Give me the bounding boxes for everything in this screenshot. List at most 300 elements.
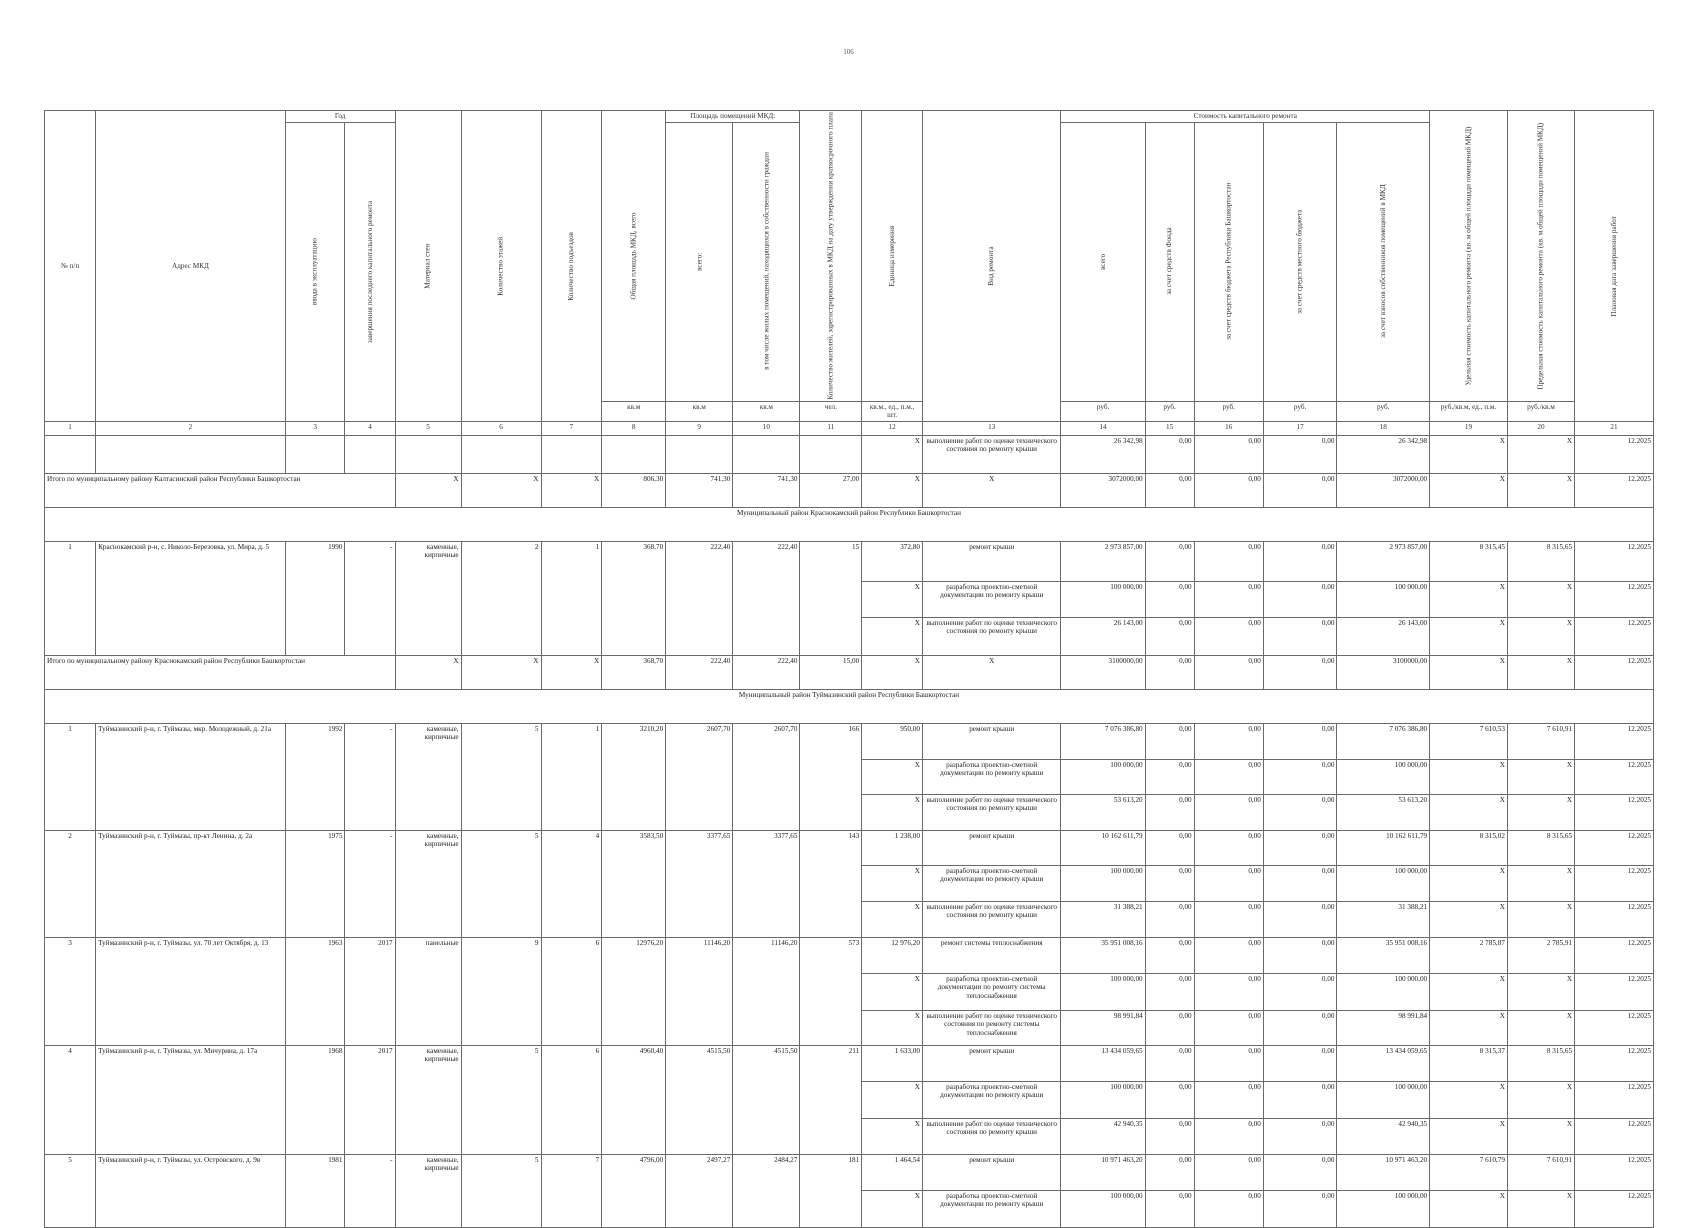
- cell-local: 0,00: [1263, 541, 1337, 581]
- cell-republic: 0,00: [1194, 1045, 1263, 1081]
- unit-20: руб./кв.м: [1507, 401, 1574, 421]
- cell-date: 12.2025: [1575, 541, 1654, 581]
- cell-owners: 98 991,84: [1337, 1010, 1430, 1045]
- cell-fund: 0,00: [1145, 794, 1194, 830]
- unit-12: кв.м., ед., п.м., шт.: [862, 401, 923, 421]
- cell-local: 0,00: [1263, 830, 1337, 865]
- hdr-premises-residential: в том числе жилых помещений, находящихся в собственности граждан: [733, 122, 800, 401]
- section-title: Муниципальный район Краснокамский район Республики Башкортостан: [45, 507, 1654, 541]
- cell-fund: 0,00: [1145, 1190, 1194, 1227]
- cell-x: X: [862, 617, 923, 655]
- cell-x: X: [461, 655, 541, 689]
- cell-work: разработка проектно-сметной документации по ремонту крыши: [922, 1081, 1061, 1118]
- cell-x: X: [862, 1118, 923, 1154]
- cell-owners: 100 000,00: [1337, 759, 1430, 794]
- cell-year: 1963: [285, 937, 345, 1045]
- cell-fund: 0,00: [1145, 435, 1194, 473]
- cell-num: 1: [45, 723, 96, 830]
- hdr-repair-type: Вид ремонта: [922, 111, 1061, 422]
- col-num: 6: [461, 421, 541, 435]
- cell-spec: X: [1430, 1081, 1508, 1118]
- cell-work: разработка проектно-сметной документации по ремонту крыши: [922, 1190, 1061, 1227]
- col-num: 4: [345, 421, 395, 435]
- cell-work: разработка проектно-сметной документации по ремонту крыши: [922, 865, 1061, 901]
- cell-work: выполнение работ по оценке технического состояния по ремонту системы теплоснабжения: [922, 1010, 1061, 1045]
- cell-res: 741,30: [733, 473, 800, 507]
- table-row: [45, 1045, 1654, 1081]
- cell-republic: 0,00: [1194, 794, 1263, 830]
- cell-owners: 100 000,00: [1337, 973, 1430, 1010]
- cell-republic: 0,00: [1194, 1154, 1263, 1190]
- cell-local: 0,00: [1263, 1118, 1337, 1154]
- unit-8: кв.м: [602, 401, 666, 421]
- cell-material: каменные, кирпичные: [395, 723, 461, 830]
- cell-date: 12.2025: [1575, 865, 1654, 901]
- cell-local: 0,00: [1263, 794, 1337, 830]
- cell-cost: 3100000,00: [1061, 655, 1145, 689]
- hdr-cost-local: за счет средств местного бюджета: [1263, 122, 1337, 401]
- unit-17: руб.: [1263, 401, 1337, 421]
- cell-owners: 26 342,98: [1337, 435, 1430, 473]
- cell-spec: X: [1430, 473, 1508, 507]
- cell-cost: 31 388,21: [1061, 901, 1145, 937]
- cell-cost: 98 991,84: [1061, 1010, 1145, 1045]
- cell-owners: 7 076 386,80: [1337, 723, 1430, 759]
- col-num: 13: [922, 421, 1061, 435]
- cell-year: 1981: [285, 1154, 345, 1227]
- col-num: 12: [862, 421, 923, 435]
- col-num: 20: [1507, 421, 1574, 435]
- cell-prem: 222,40: [666, 655, 733, 689]
- cell-fund: 0,00: [1145, 617, 1194, 655]
- cell-max: X: [1507, 1081, 1574, 1118]
- cell-area: 368,70: [602, 655, 666, 689]
- section-title: Муниципальный район Туймазинский район Республики Башкортостан: [45, 689, 1654, 723]
- cell-work: выполнение работ по оценке технического состояния по ремонту крыши: [922, 435, 1061, 473]
- cell-max: 8 315,65: [1507, 830, 1574, 865]
- cell-owners: 3072000,00: [1337, 473, 1430, 507]
- cell-owners: 100 000,00: [1337, 865, 1430, 901]
- cell-x: X: [922, 473, 1061, 507]
- cell-prem: 2607,70: [666, 723, 733, 830]
- cell-cost: 100 000,00: [1061, 865, 1145, 901]
- cell-max: X: [1507, 1118, 1574, 1154]
- cell-cost: 26 143,00: [1061, 617, 1145, 655]
- cell-cost: 10 162 611,79: [1061, 830, 1145, 865]
- table-row: [45, 723, 1654, 759]
- cell-spec: X: [1430, 1010, 1508, 1045]
- cell-max: X: [1507, 655, 1574, 689]
- cell-local: 0,00: [1263, 1081, 1337, 1118]
- cell-qty: 1 633,00: [862, 1045, 923, 1081]
- cell-local: 0,00: [1263, 1045, 1337, 1081]
- cell-fund: 0,00: [1145, 865, 1194, 901]
- cell-owners: 10 162 611,79: [1337, 830, 1430, 865]
- cell-prem: 3377,65: [666, 830, 733, 937]
- hdr-cost-total: всего: [1061, 122, 1145, 401]
- col-num: 7: [541, 421, 602, 435]
- cell-max: X: [1507, 865, 1574, 901]
- hdr-unit: Единица измерения: [862, 111, 923, 402]
- cell-owners: 100 000,00: [1337, 581, 1430, 617]
- cell-last-repair: -: [345, 830, 395, 937]
- cell-qty: 1 238,00: [862, 830, 923, 865]
- cell-entrances: 1: [541, 541, 602, 655]
- cell-num: 4: [45, 1045, 96, 1154]
- cell-year: 1990: [285, 541, 345, 655]
- cell-fund: 0,00: [1145, 1118, 1194, 1154]
- cell-num: 5: [45, 1154, 96, 1227]
- cell-owners: 10 971 463,20: [1337, 1154, 1430, 1190]
- cell-spec: 8 315,02: [1430, 830, 1508, 865]
- cell-date: 12.2025: [1575, 1154, 1654, 1190]
- cell-material: каменные, кирпичные: [395, 541, 461, 655]
- hdr-cost: Стоимость капитального ремонта: [1061, 111, 1430, 123]
- col-num: 17: [1263, 421, 1337, 435]
- cell-max: X: [1507, 617, 1574, 655]
- cell-max: 7 610,91: [1507, 723, 1574, 759]
- cell-owners: 100 000,00: [1337, 1081, 1430, 1118]
- cell-people: 15,00: [800, 655, 862, 689]
- cell-max: X: [1507, 435, 1574, 473]
- cell-republic: 0,00: [1194, 1010, 1263, 1045]
- unit-19: руб./кв.м, ед., п.м.: [1430, 401, 1508, 421]
- cell-local: 0,00: [1263, 759, 1337, 794]
- cell-x: X: [541, 655, 602, 689]
- cell-address: Туймазинский р-н, г. Туймазы, пр-кт Ленина, д. 2а: [96, 830, 286, 937]
- col-num: 11: [800, 421, 862, 435]
- col-num: 14: [1061, 421, 1145, 435]
- cell-spec: X: [1430, 1190, 1508, 1227]
- cell-last-repair: 2017: [345, 937, 395, 1045]
- cell-spec: X: [1430, 1118, 1508, 1154]
- cell-entrances: 7: [541, 1154, 602, 1227]
- unit-18: руб.: [1337, 401, 1430, 421]
- cell-area: 368,70: [602, 541, 666, 655]
- cell-cost: 2 973 857,00: [1061, 541, 1145, 581]
- cell-date: 12.2025: [1575, 1190, 1654, 1227]
- cell-spec: 7 610,79: [1430, 1154, 1508, 1190]
- cell-cost: 13 434 059,65: [1061, 1045, 1145, 1081]
- total-label: Итого по муниципальному району Калтасинский район Республики Башкортостан: [45, 473, 396, 507]
- cell-work: ремонт крыши: [922, 541, 1061, 581]
- hdr-num: № п/п: [45, 111, 96, 422]
- col-num: 19: [1430, 421, 1508, 435]
- cell-qty: 12 976,20: [862, 937, 923, 973]
- hdr-max-cost: Предельная стоимость капитального ремонта (кв. м общей площади помещений МКД): [1507, 111, 1574, 402]
- cell-last-repair: 2017: [345, 1045, 395, 1154]
- cell-local: 0,00: [1263, 1190, 1337, 1227]
- hdr-premises: Площадь помещений МКД:: [666, 111, 800, 123]
- cell-republic: 0,00: [1194, 723, 1263, 759]
- cell-work: ремонт крыши: [922, 723, 1061, 759]
- table-row: [45, 937, 1654, 973]
- section-header: [45, 507, 1654, 541]
- total-row: [45, 655, 1654, 689]
- cell-x: X: [862, 794, 923, 830]
- cell-cost: 100 000,00: [1061, 1081, 1145, 1118]
- cell-floors: 5: [461, 830, 541, 937]
- cell-local: 0,00: [1263, 973, 1337, 1010]
- hdr-year-last-repair: завершения последнего капитального ремонта: [345, 122, 395, 421]
- col-num: 3: [285, 421, 345, 435]
- hdr-cost-fund: за счет средств Фонда: [1145, 122, 1194, 401]
- cell-prem: 2497,27: [666, 1154, 733, 1227]
- cell-material: панельные: [395, 937, 461, 1045]
- cell-republic: 0,00: [1194, 1081, 1263, 1118]
- cell-republic: 0,00: [1194, 617, 1263, 655]
- cell-spec: 2 785,87: [1430, 937, 1508, 973]
- cell-republic: 0,00: [1194, 473, 1263, 507]
- cell-date: 12.2025: [1575, 937, 1654, 973]
- hdr-floors: Количество этажей: [461, 111, 541, 422]
- cell-republic: 0,00: [1194, 973, 1263, 1010]
- hdr-residents: Количество жителей, зарегистрированных в МКД на дату утверждения краткосрочного плана: [800, 111, 862, 402]
- hdr-cost-republic: за счет средств бюджета Республики Башкортостан: [1194, 122, 1263, 401]
- cell-owners: 31 388,21: [1337, 901, 1430, 937]
- cell-spec: 8 315,37: [1430, 1045, 1508, 1081]
- cell-material: каменные, кирпичные: [395, 1154, 461, 1227]
- cell-fund: 0,00: [1145, 937, 1194, 973]
- cell-x: X: [862, 901, 923, 937]
- cell-local: 0,00: [1263, 1154, 1337, 1190]
- cell-republic: 0,00: [1194, 541, 1263, 581]
- cell-work: разработка проектно-сметной документации по ремонту системы теплоснабжения: [922, 973, 1061, 1010]
- cell-year: 1968: [285, 1045, 345, 1154]
- cell-work: выполнение работ по оценке технического состояния по ремонту крыши: [922, 1118, 1061, 1154]
- cell-floors: 5: [461, 1154, 541, 1227]
- cell-fund: 0,00: [1145, 1154, 1194, 1190]
- cell-x: X: [862, 1190, 923, 1227]
- cell-last-repair: -: [345, 541, 395, 655]
- cell-x: X: [541, 473, 602, 507]
- cell-spec: X: [1430, 865, 1508, 901]
- cell-fund: 0,00: [1145, 759, 1194, 794]
- cell-prem: 11146,20: [666, 937, 733, 1045]
- cell-spec: X: [1430, 435, 1508, 473]
- cell-entrances: 1: [541, 723, 602, 830]
- page-number: 106: [843, 48, 854, 56]
- cell-fund: 0,00: [1145, 655, 1194, 689]
- cell-x: X: [862, 865, 923, 901]
- unit-9: кв.м: [666, 401, 733, 421]
- cell-x: X: [862, 759, 923, 794]
- cell-x: X: [395, 655, 461, 689]
- col-num: 15: [1145, 421, 1194, 435]
- hdr-year: Год: [285, 111, 395, 123]
- cell-fund: 0,00: [1145, 901, 1194, 937]
- cell-address: Туймазинский р-н, г. Туймазы, мкр. Молодежный, д. 21а: [96, 723, 286, 830]
- cell-max: X: [1507, 581, 1574, 617]
- cell-max: X: [1507, 1010, 1574, 1045]
- cell-entrances: 6: [541, 1045, 602, 1154]
- cell-republic: 0,00: [1194, 901, 1263, 937]
- cell-area: 3210,20: [602, 723, 666, 830]
- cell-work: ремонт крыши: [922, 830, 1061, 865]
- cell-cost: 100 000,00: [1061, 581, 1145, 617]
- cell-num: 1: [45, 541, 96, 655]
- cell-work: ремонт системы теплоснабжения: [922, 937, 1061, 973]
- cell-owners: 42 940,35: [1337, 1118, 1430, 1154]
- cell-year: 1975: [285, 830, 345, 937]
- cell-x: X: [862, 435, 923, 473]
- cell-work: разработка проектно-сметной документации по ремонту крыши: [922, 581, 1061, 617]
- unit-11: чел.: [800, 401, 862, 421]
- cell-year: 1992: [285, 723, 345, 830]
- cell-people: 211: [800, 1045, 862, 1154]
- hdr-premises-total: всего:: [666, 122, 733, 401]
- hdr-cost-owners: за счет взносов собственников помещений в МКД: [1337, 122, 1430, 401]
- cell-res: 222,40: [733, 655, 800, 689]
- cell-res: 2484,27: [733, 1154, 800, 1227]
- cell-spec: X: [1430, 901, 1508, 937]
- cell-x: X: [395, 473, 461, 507]
- cell-work: выполнение работ по оценке технического состояния по ремонту крыши: [922, 617, 1061, 655]
- cell-num: 2: [45, 830, 96, 937]
- hdr-total-area: Общая площадь МКД, всего: [602, 111, 666, 402]
- col-num: 21: [1575, 421, 1654, 435]
- cell-area: 12976,20: [602, 937, 666, 1045]
- cell-date: 12.2025: [1575, 794, 1654, 830]
- cell-cost: 100 000,00: [1061, 759, 1145, 794]
- cell-x: X: [862, 1010, 923, 1045]
- cell-local: 0,00: [1263, 865, 1337, 901]
- cell-fund: 0,00: [1145, 473, 1194, 507]
- section-header: [45, 689, 1654, 723]
- cell-fund: 0,00: [1145, 581, 1194, 617]
- cell-max: 8 315,65: [1507, 1045, 1574, 1081]
- cell-local: 0,00: [1263, 473, 1337, 507]
- cell-local: 0,00: [1263, 581, 1337, 617]
- cell-republic: 0,00: [1194, 759, 1263, 794]
- cell-prem: 741,30: [666, 473, 733, 507]
- unit-14: руб.: [1061, 401, 1145, 421]
- cell-fund: 0,00: [1145, 973, 1194, 1010]
- column-numbers-row: [45, 421, 1654, 435]
- cell-material: каменные, кирпичные: [395, 1045, 461, 1154]
- total-row: [45, 473, 1654, 507]
- cell-area: 806,30: [602, 473, 666, 507]
- cell-cost: 10 971 463,20: [1061, 1154, 1145, 1190]
- cell-date: 12.2025: [1575, 1010, 1654, 1045]
- col-num: 10: [733, 421, 800, 435]
- cell-floors: 5: [461, 723, 541, 830]
- col-num: 8: [602, 421, 666, 435]
- cell-people: 181: [800, 1154, 862, 1227]
- cell-republic: 0,00: [1194, 937, 1263, 973]
- cell-date: 12.2025: [1575, 473, 1654, 507]
- cell-date: 12.2025: [1575, 901, 1654, 937]
- cell-x: X: [922, 655, 1061, 689]
- cell-spec: X: [1430, 617, 1508, 655]
- table-row: [45, 541, 1654, 581]
- hdr-entrances: Количество подъездов: [541, 111, 602, 422]
- cell-num: 3: [45, 937, 96, 1045]
- cell-spec: X: [1430, 794, 1508, 830]
- cell-work: выполнение работ по оценке технического состояния по ремонту крыши: [922, 794, 1061, 830]
- col-num: 1: [45, 421, 96, 435]
- hdr-address: Адрес МКД: [96, 111, 286, 422]
- cell-max: X: [1507, 794, 1574, 830]
- cell-qty: 1 464,54: [862, 1154, 923, 1190]
- cell-date: 12.2025: [1575, 655, 1654, 689]
- cell-owners: 3100000,00: [1337, 655, 1430, 689]
- cell-republic: 0,00: [1194, 1118, 1263, 1154]
- cell-area: 4796,00: [602, 1154, 666, 1227]
- total-label: Итого по муниципальному району Краснокамский район Республики Башкортостан: [45, 655, 396, 689]
- cell-max: X: [1507, 973, 1574, 1010]
- cell-date: 12.2025: [1575, 1045, 1654, 1081]
- cell-max: X: [1507, 1190, 1574, 1227]
- cell-work: ремонт крыши: [922, 1154, 1061, 1190]
- cell-area: 4960,40: [602, 1045, 666, 1154]
- cell-fund: 0,00: [1145, 1045, 1194, 1081]
- unit-16: руб.: [1194, 401, 1263, 421]
- cell-date: 12.2025: [1575, 830, 1654, 865]
- hdr-wall-material: Материал стен: [395, 111, 461, 422]
- cell-prem: 222,40: [666, 541, 733, 655]
- cell-res: 3377,65: [733, 830, 800, 937]
- cell-area: 3583,50: [602, 830, 666, 937]
- cell-spec: X: [1430, 581, 1508, 617]
- col-num: 9: [666, 421, 733, 435]
- cell-res: 2607,70: [733, 723, 800, 830]
- cell-cost: 26 342,98: [1061, 435, 1145, 473]
- cell-people: 166: [800, 723, 862, 830]
- hdr-year-commission: ввода в эксплуатацию: [285, 122, 345, 421]
- cell-address: Краснокамский р-н, с. Николо-Березовка, ул. Мира, д. 5: [96, 541, 286, 655]
- cell-x: X: [862, 973, 923, 1010]
- cell-qty: 372,80: [862, 541, 923, 581]
- cell-owners: 26 143,00: [1337, 617, 1430, 655]
- cell-date: 12.2025: [1575, 973, 1654, 1010]
- cell-date: 12.2025: [1575, 617, 1654, 655]
- cell-cost: 7 076 386,80: [1061, 723, 1145, 759]
- cell-local: 0,00: [1263, 723, 1337, 759]
- cell-max: 8 315,65: [1507, 541, 1574, 581]
- cell-res: 4515,50: [733, 1045, 800, 1154]
- cell-spec: X: [1430, 759, 1508, 794]
- cell-last-repair: -: [345, 1154, 395, 1227]
- col-num: 2: [96, 421, 286, 435]
- cell-x: X: [862, 655, 923, 689]
- cell-fund: 0,00: [1145, 1010, 1194, 1045]
- cell-work: ремонт крыши: [922, 1045, 1061, 1081]
- cell-fund: 0,00: [1145, 830, 1194, 865]
- cell-cost: 53 613,20: [1061, 794, 1145, 830]
- cell-spec: X: [1430, 655, 1508, 689]
- cell-fund: 0,00: [1145, 1081, 1194, 1118]
- cell-max: 2 785,91: [1507, 937, 1574, 973]
- cell-cost: 35 951 008,16: [1061, 937, 1145, 973]
- cell-max: X: [1507, 901, 1574, 937]
- cell-work: выполнение работ по оценке технического состояния по ремонту крыши: [922, 901, 1061, 937]
- cell-republic: 0,00: [1194, 581, 1263, 617]
- cell-fund: 0,00: [1145, 541, 1194, 581]
- table-row: [45, 1154, 1654, 1190]
- cell-local: 0,00: [1263, 655, 1337, 689]
- cell-local: 0,00: [1263, 617, 1337, 655]
- cell-owners: 35 951 008,16: [1337, 937, 1430, 973]
- cell-cost: 100 000,00: [1061, 1190, 1145, 1227]
- cell-republic: 0,00: [1194, 1190, 1263, 1227]
- cell-address: Туймазинский р-н, г. Туймазы, ул. 70 лет Октября, д. 13: [96, 937, 286, 1045]
- cell-max: X: [1507, 473, 1574, 507]
- unit-15: руб.: [1145, 401, 1194, 421]
- cell-date: 12.2025: [1575, 435, 1654, 473]
- hdr-specific-cost: Удельная стоимость капитального ремонта (кв. м общей площади помещений МКД): [1430, 111, 1508, 402]
- unit-10: кв.м: [733, 401, 800, 421]
